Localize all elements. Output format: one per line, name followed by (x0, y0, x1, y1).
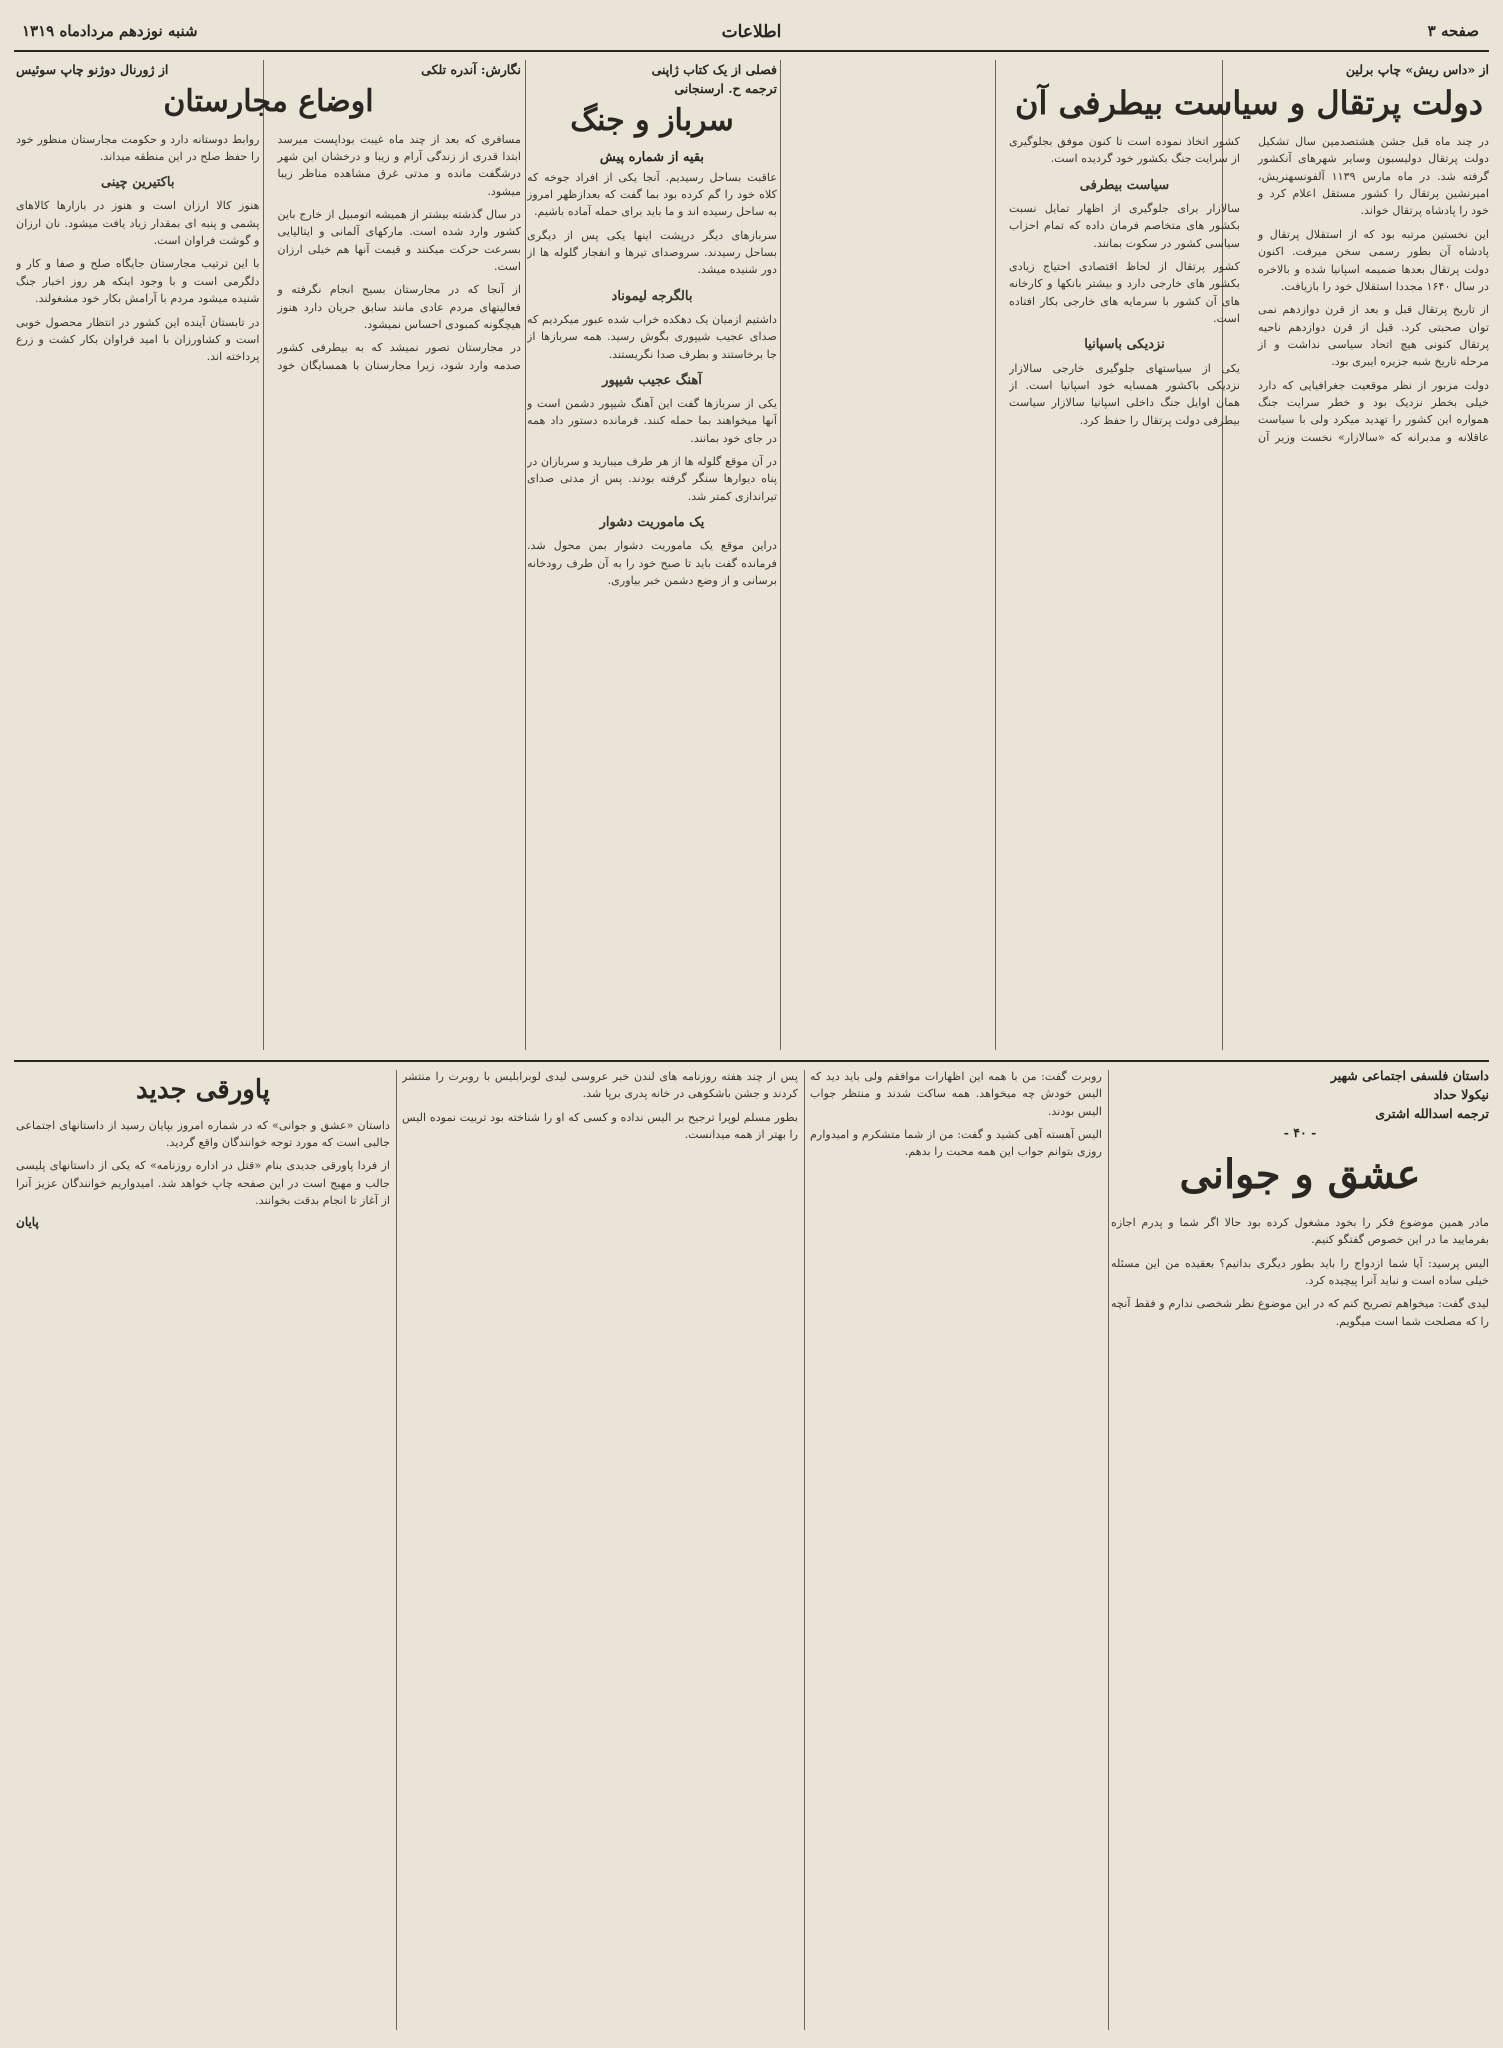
article-subhead: باکتیرین چینی (100, 175, 175, 191)
article-source: از ژورنال دوژنو چاپ سوئیس (16, 62, 169, 77)
installment-number: - ۴۰ - (1283, 1125, 1317, 1140)
issue-date: شنبه نوزدهم مردادماه ۱۳۱۹ (22, 22, 198, 40)
paragraph: دراین موقع یک ماموریت دشوار بمن محول شد. فرمانده گفت باید تا صبح خود را به آن طرف رودخانه برسانی و از وضع دشمن خبر بیاوری. (527, 539, 777, 588)
serial-novel-continued (402, 1068, 798, 2028)
paragraph: روبرت گفت: من با همه این اظهارات موافقم ولی باید دید که الیس خودش چه میخواهد. همه ساکت شدند و منتظر جواب الیس بودند. (810, 1070, 1102, 1118)
novel-body (1111, 1214, 1489, 1330)
paragraph: عاقبت بساحل رسیدیم. آنجا یکی از افراد جوخه که کلاه خود را گم کرده بود بما گفت که بعدازظهر امروز به ساحل رسیده اند و ما باید برای حمله آماده باشیم. (527, 170, 777, 219)
paragraph: یکی از سربازها گفت این آهنگ شیپور دشمن است و آنها میخواهند بما حمله کنند. فرمانده دستور داد همه در جای خود بمانند. (527, 397, 777, 445)
article-headline: دولت پرتقال و سیاست بیطرفی آن (1015, 84, 1483, 122)
paragraph: یکی از سیاستهای جلوگیری خارجی سالازار نزدیکی باکشور همسایه خود اسپانیا است. از همان اوایل جنگ داخلی اسپانیا سالازار سیاست بیطرفی دولت پرتقال را حفظ کرد. (1009, 361, 1240, 427)
column-divider (1108, 1070, 1109, 2030)
article-subhead: یک ماموریت دشوار (599, 515, 705, 531)
paragraph: سربازهای دیگر درپشت اینها یکی پس از دیگری بساحل رسیدند. سروصدای تیرها و انفجار گلوله ها از دور شنیده میشد. (527, 228, 777, 277)
article-byline: نگارش: آندره تلکی (421, 62, 521, 77)
article-subhead: آهنگ عجیب شیپور (602, 372, 702, 388)
novel-ending: پایان (16, 1215, 39, 1230)
column-divider (396, 1070, 397, 2030)
paragraph: در آن موقع گلوله ها از هر طرف میبارید و سربازان در پناه دیوارها سنگر گرفته بودند. پس از مدتی صدای تیراندازی کمتر شد. (527, 455, 777, 503)
paragraph: در مجارستان تصور نمیشد که به بیطرفی کشور صدمه وارد شود، زیرا مجارستان با همسایگان خود روابط دوستانه دارد و حکومت مجارستان منظور خود را حفظ صلح در این منطقه میداند. (16, 132, 521, 372)
masthead-rule (14, 50, 1489, 52)
paragraph: از آنجا که در مجارستان بسیج انجام نگرفته و فعالیتهای مردم عادی مانند سابق جریان دارد هنوز هیچگونه کمبودی احساس نمیشود. (277, 283, 521, 332)
novel-author: نیکولا حداد (1433, 1087, 1489, 1102)
paragraph: این نخستین مرتبه بود که از استقلال پرتقال و پادشاه آن بطور رسمی سخن میرفت. اکنون دولت پرتقال بعدها ضمیمه اسپانیا شده و بالاخره در سال ۱۶۴۰ مجددا استقلال خود را بازیافت. (1258, 227, 1489, 293)
paragraph: سالازار برای جلوگیری از اظهار تمایل نسبت بکشور های متخاصم فرمان داده که تمام احزاب سیاسی کشور در سکوت بمانند. (1009, 201, 1240, 250)
article-headline: سرباز و جنگ (570, 103, 734, 138)
paragraph: در تابستان آینده این کشور در انتظار محصول خوبی است و کشاورزان با امید فراوان بکار کشت و زرع پرداخته اند. (16, 315, 260, 364)
article-body (1009, 133, 1489, 446)
paragraph: مسافری که بعد از چند ماه غیبت بوداپست میرسد ابتدا قدری از زندگی آرام و زیبا و درخشان این شهر درشگفت مانده و مدتی غرق مشاهده مناظر زیبا میشود. (277, 132, 521, 198)
paragraph: کشور پرتقال از لحاظ اقتصادی احتیاج زیادی بکشور های خارجی دارد و بیشتر بانکها و کارخانه های آن کشور با سرمایه های خارجی بکار افتاده است. (1009, 259, 1240, 326)
column-divider (525, 60, 526, 1050)
column-divider (804, 1070, 805, 2030)
article-body (527, 169, 777, 590)
article-body (16, 131, 521, 375)
paragraph: با این ترتیب مجارستان جایگاه صلح و صفا و کار و دلگرمی است و با وجود اینکه هر روز اخبار جنگ شنیده میشود مردم با آرامش بکار خود مشغولند. (16, 257, 260, 306)
paragraph: الیس پرسید: آیا شما ازدواج را باید بطور دیگری بدانیم؟ بعقیده من این مسئله خیلی ساده است و نباید آنرا پیچیده کرد. (1111, 1256, 1489, 1288)
article-source: از «داس ریش» چاپ برلین (1345, 62, 1489, 77)
notice-body (16, 1117, 390, 1210)
paragraph: داستان «عشق و جوانی» که در شماره امروز بپایان رسید از داستانهای اجتماعی جالبی است که مورد توجه خوانندگان واقع گردید. (16, 1118, 390, 1149)
paragraph: هنوز کالا ارزان است و هنوز در بازارها کالاهای پشمی و پنبه ای بمقدار زیاد یافت میشود. نان ارزان و گوشت فراوان است. (16, 199, 260, 248)
article-headline: اوضاع مجارستان (163, 84, 374, 119)
paragraph: از فردا پاورقی جدیدی بنام «قتل در اداره روزنامه» که یکی از داستانهای پلیسی جالب و مهیج است در این صفحه چاپ خواهد شد. امیدواریم خوانندگان عزیز آنرا از آغاز تا انجام بدقت بخوانند. (16, 1159, 390, 1207)
page-number: صفحه ۳ (1427, 22, 1479, 40)
serial-novel (1111, 1068, 1489, 2028)
article-subhead: سیاست بیطرفی (1079, 177, 1170, 193)
article-translator: ترجمه ح. ارسنجانی (674, 81, 777, 96)
article-continued: بقیه از شماره پیش (599, 149, 705, 165)
novel-body (402, 1068, 798, 1143)
article-portugal (1009, 62, 1489, 1052)
article-source: فصلی از یک کتاب ژاپنی (651, 62, 777, 77)
paragraph: داشتیم ازمیان یک دهکده خراب شده عبور میکردیم که صدای عجیب شیپوری بگوش رسید. همه سربازها از جا برخاستند و بطرف صدا نگریستند. (527, 312, 777, 361)
paragraph: بطور مسلم لوپرا ترجیح بر الیس نداده و کسی که او را شناخته بود تربیت نموده الیس را بهتر از همه میدانست. (402, 1110, 798, 1142)
notice-headline: پاورقی جدید (135, 1075, 271, 1105)
paragraph: لیدی گفت: میخواهم تصریح کنم که در این موضوع نظر شخصی ندارم و فقط آنچه را که مصلحت شما است میگویم. (1111, 1297, 1489, 1328)
novel-headline: عشق و جوانی (1179, 1151, 1421, 1198)
article-soldier (527, 62, 777, 1052)
column-divider (780, 60, 781, 1050)
column-divider (995, 60, 996, 1050)
masthead (14, 18, 1489, 48)
novel-body (810, 1068, 1102, 1161)
article-subhead: بالگرجه لیموناد (611, 288, 693, 304)
paragraph: از تاریخ پرتقال قبل و بعد از قرن دوازدهم نمی توان صحبتی کرد. قبل از قرن دوازدهم ناحیه پرتقال کنونی هیچ اتحاد سیاسی نداشت و از مرحله تاریخ شبه جزیره ایبری بود. (1258, 303, 1489, 369)
paragraph: دولت مزبور از نظر موقعیت جغرافیایی که دارد خیلی بخطر نزدیک بود و خطر سرایت جنگ همواره این کشور را تهدید میکرد ولی با سیاست عاقلانه و مدبرانه که «سالازار» نخست وزیر آن کشور اتخاذ نموده است تا کنون موفق بجلوگیری از سرایت جنگ بکشور خود گردیده است. (1009, 135, 1489, 444)
new-serial-notice (16, 1068, 390, 2028)
paragraph: در چند ماه قبل جشن هشتصدمین سال تشکیل دولت پرتقال دولیسبون وسایر شهرهای آنکشور گرفته شد. در ماه مارس ۱۱۳۹ آلفونسهنریش، امیرنشین پرتقال را کشور مستقل اعلام کرد و خود را پادشاه پرتقال خواند. (1258, 135, 1489, 218)
novel-translator: ترجمه اسدالله اشتری (1375, 1106, 1489, 1121)
paragraph: الیس آهسته آهی کشید و گفت: من از شما متشکرم و امیدوارم روزی بتوانم جواب این همه محبت را بدهم. (810, 1128, 1102, 1159)
article-hungary (16, 62, 521, 1052)
article-subhead: نزدیکی باسپانیا (1084, 337, 1165, 353)
paragraph: مادر همین موضوع فکر را بخود مشغول کرده بود حالا اگر شما و پدرم اجازه بفرمایید ما در این خصوص گفتگو کنیم. (1111, 1216, 1489, 1247)
serial-novel-continued (810, 1068, 1102, 2028)
section-rule (14, 1060, 1489, 1062)
paper-name: اطلاعات (721, 22, 782, 42)
series-label: داستان فلسفی اجتماعی شهیر (1330, 1068, 1489, 1083)
paragraph: در سال گذشته بیشتر از همیشه اتومبیل از خارج باین کشور وارد شده است. مارکهای آلمانی و ایتالیایی بسرعت حرکت میکنند و قیمت آنها هم خیلی ارزان است. (277, 207, 521, 274)
paragraph: پس از چند هفته روزنامه های لندن خبر عروسی لیدی لوبرابلیس با روبرت را منتشر کردند و جشن باشکوهی در خانه پدری برپا شد. (402, 1070, 798, 1101)
